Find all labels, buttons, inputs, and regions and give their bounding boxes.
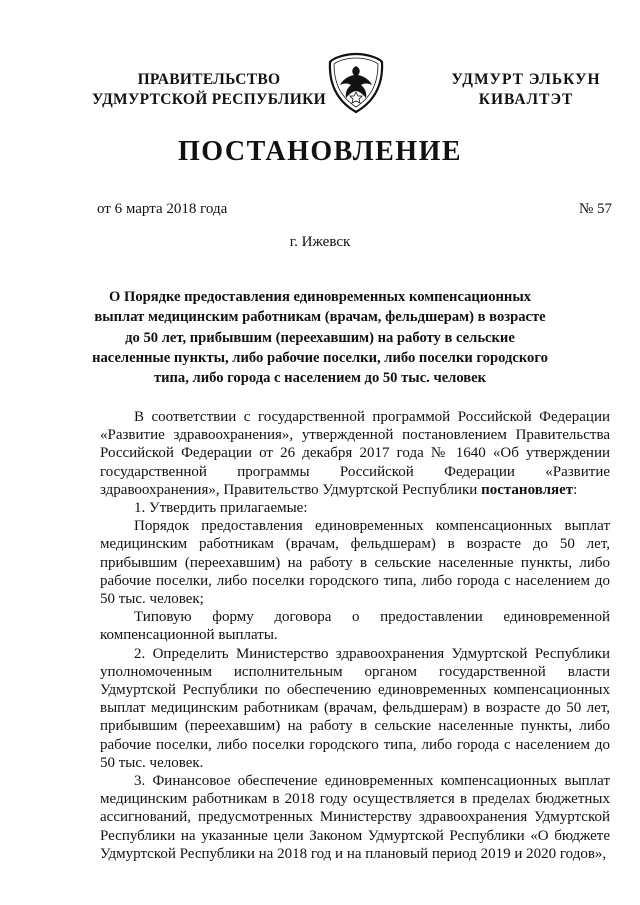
- preamble-decree-word: постановляет: [481, 481, 574, 498]
- document-body: [100, 408, 610, 863]
- issuer-ru: [84, 70, 334, 110]
- paragraph-item-3: 3. Финансовое обеспечение единовременных компенсационных выплат медицинским работникам в 2018 году осуществляется в пределах бюджетных ассигнований, предусмотренных Министерству здравоохранения Удмуртской Республики на указанные цели Законом Удмуртской Республики «О бюджете Удмуртской Республики на 2018 год и на плановый период 2019 и 2020 годов»,: [100, 773, 610, 862]
- issuer-udm: [426, 70, 626, 110]
- issuer-ru-line2: УДМУРТСКОЙ РЕСПУБЛИКИ: [91, 91, 326, 108]
- issuer-udm-line2: КИВАЛТЭТ: [478, 91, 574, 108]
- paragraph-procedure: Порядок предоставления единовременных компенсационных выплат медицинским работникам (врачам, фельдшерам) в возрасте до 50 лет, прибывшим (переехавшим) на работу в сельские населенные пункты, либо рабочие поселки, либо поселки городского типа, либо города с населением до 50 тыс. человек;: [100, 518, 610, 608]
- paragraph-contract-form: Типовую форму договора о предоставлении единовременной компенсационной выплаты.: [100, 609, 610, 644]
- preamble-text: В соответствии с государственной программой Российской Федерации «Развитие здравоохранения», утвержденной постановлением Правительства Российской Федерации от 26 декабря 2017 года № 1640 «Об утверждении государственной программы Российской Федерации «Развитие здравоохранения», Правительство Удмуртской Республики: [100, 409, 610, 498]
- issuer-ru-line1: ПРАВИТЕЛЬСТВО: [137, 71, 281, 88]
- paragraph-item-1: 1. Утвердить прилагаемые:: [134, 500, 308, 517]
- document-city: г. Ижевск: [289, 234, 351, 250]
- udmurtia-coat-of-arms-icon: [327, 52, 385, 114]
- document-title: ПОСТАНОВЛЕНИЕ: [177, 136, 463, 167]
- preamble-colon: :: [573, 481, 578, 498]
- paragraph-preamble: [100, 408, 610, 499]
- paragraph-item-2: 2. Определить Министерство здравоохранения Удмуртской Республики уполномоченным исполнительным органом государственной власти Удмуртской Республики по обеспечению единовременных компенсационных выплат медицинским работникам (врачам, фельдшерам) в возрасте до 50 лет, прибывшим (переехавшим) на работу в сельские населенные пункты, либо рабочие поселки, либо поселки городского типа, либо города с населением до 50 тыс. человек.: [100, 645, 610, 771]
- document-subject: О Порядке предоставления единовременных компенсационных выплат медицинским работникам (врачам, фельдшерам) в возрасте до 50 лет, прибывшим (переехавшим) на работу в сельские населенные пункты, либо рабочие поселки, либо поселки городского типа, либо города с населением до 50 тыс. человек: [92, 289, 548, 387]
- document-number: № 57: [578, 201, 612, 217]
- document-date: от 6 марта 2018 года: [97, 201, 228, 217]
- issuer-udm-line1: УДМУРТ ЭЛЬКУН: [451, 71, 601, 88]
